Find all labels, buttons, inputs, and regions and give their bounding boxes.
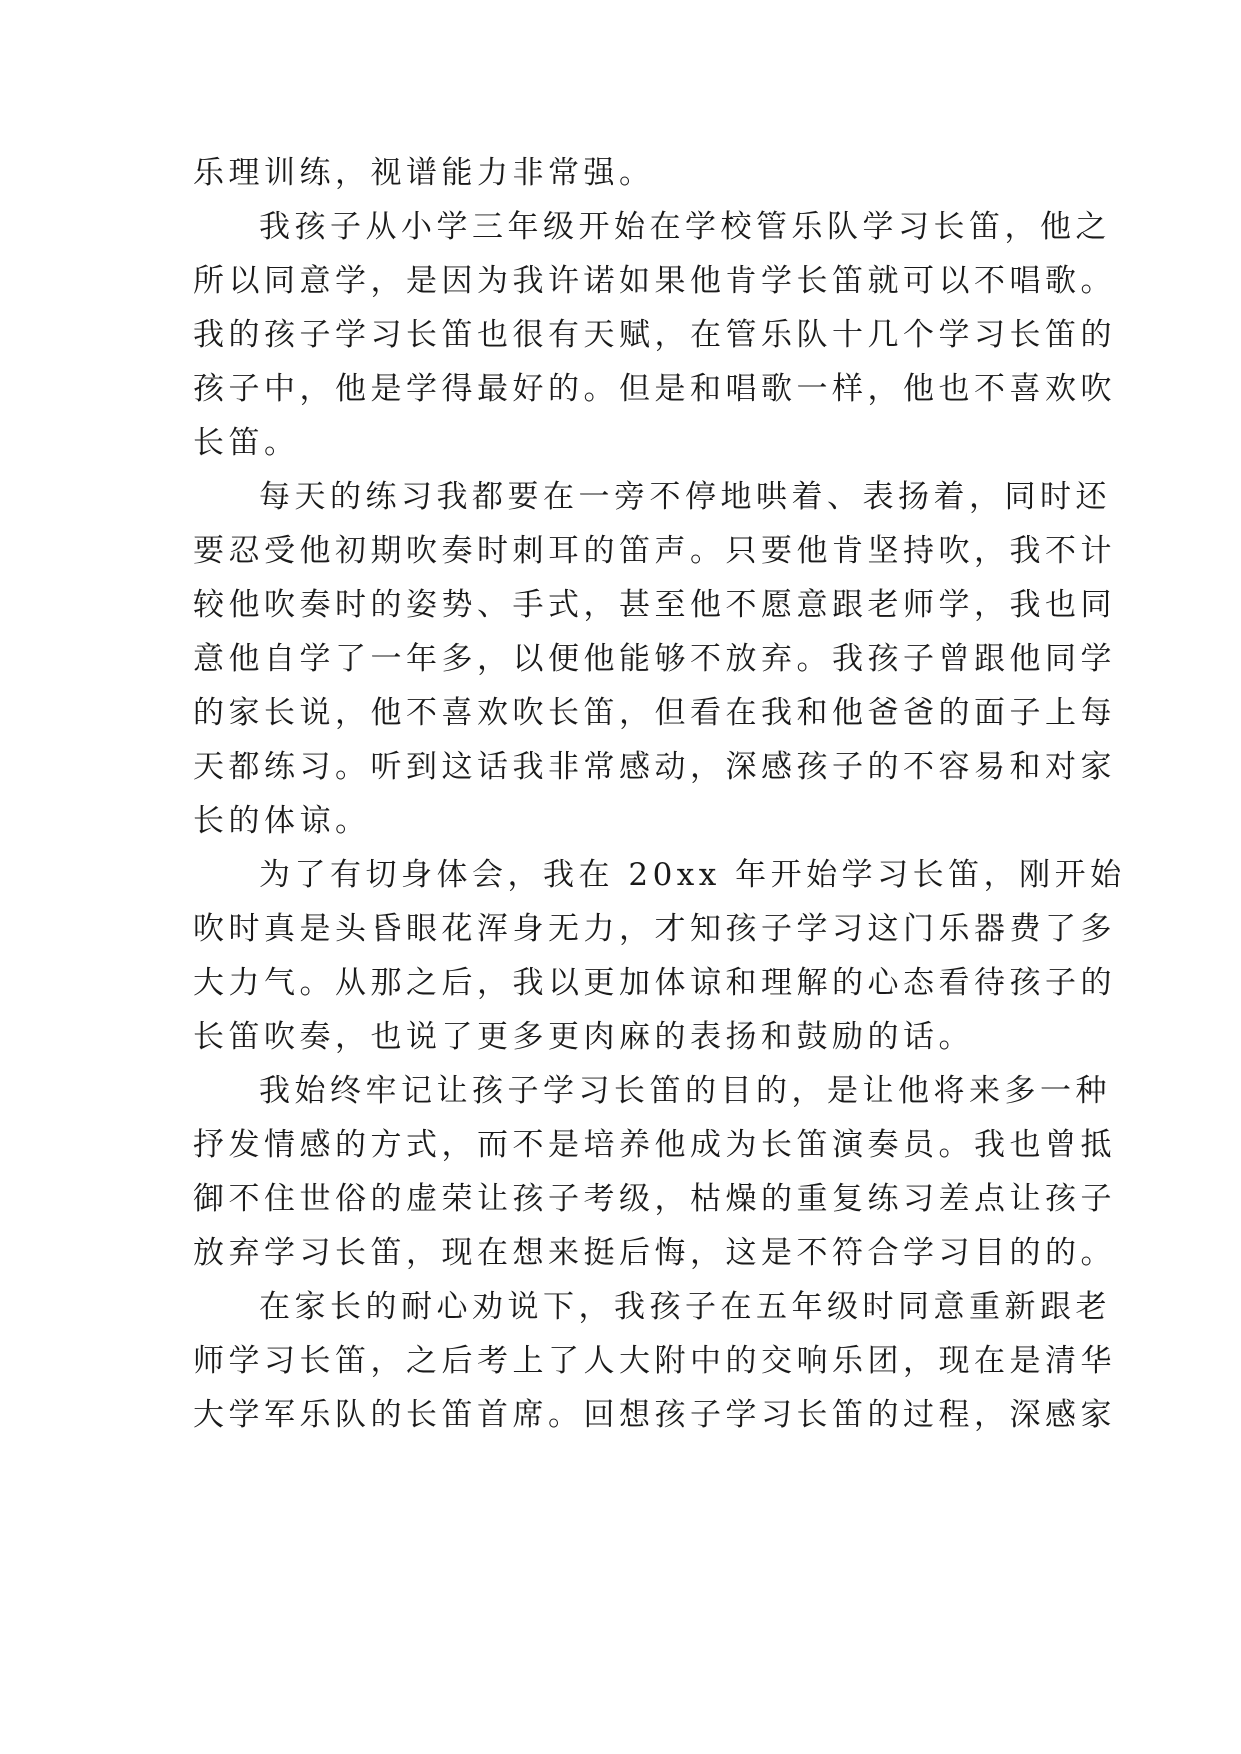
text-line: 较他吹奏时的姿势、手式，甚至他不愿意跟老师学，我也同 <box>193 587 1116 623</box>
text-line: 大学军乐队的长笛首席。回想孩子学习长笛的过程，深感家 <box>193 1397 1116 1433</box>
text-line: 御不住世俗的虚荣让孩子考级，枯燥的重复练习差点让孩子 <box>193 1181 1116 1217</box>
text-line: 意他自学了一年多，以便他能够不放弃。我孩子曾跟他同学 <box>193 641 1116 677</box>
text-line: 要忍受他初期吹奏时刺耳的笛声。只要他肯坚持吹，我不计 <box>193 533 1116 569</box>
text-line: 长的体谅。 <box>193 803 371 839</box>
paragraph-first-line: 为了有切身体会，我在 20xx 年开始学习长笛，刚开始 <box>259 857 1126 893</box>
text-line: 乐理训练，视谱能力非常强。 <box>193 155 655 191</box>
text-line: 抒发情感的方式，而不是培养他成为长笛演奏员。我也曾抵 <box>193 1127 1116 1163</box>
text-line: 长笛吹奏，也说了更多更肉麻的表扬和鼓励的话。 <box>193 1019 974 1055</box>
paragraph-first-line: 我孩子从小学三年级开始在学校管乐队学习长笛，他之 <box>259 209 1111 245</box>
text-line: 的家长说，他不喜欢吹长笛，但看在我和他爸爸的面子上每 <box>193 695 1116 731</box>
paragraph-first-line: 在家长的耐心劝说下，我孩子在五年级时同意重新跟老 <box>259 1289 1111 1325</box>
paragraph-first-line: 每天的练习我都要在一旁不停地哄着、表扬着，同时还 <box>259 479 1111 515</box>
text-line: 大力气。从那之后，我以更加体谅和理解的心态看待孩子的 <box>193 965 1116 1001</box>
text-line: 吹时真是头昏眼花浑身无力，才知孩子学习这门乐器费了多 <box>193 911 1116 947</box>
paragraph-first-line: 我始终牢记让孩子学习长笛的目的，是让他将来多一种 <box>259 1073 1111 1109</box>
text-line: 天都练习。听到这话我非常感动，深感孩子的不容易和对家 <box>193 749 1116 785</box>
text-line: 师学习长笛，之后考上了人大附中的交响乐团，现在是清华 <box>193 1343 1116 1379</box>
text-line: 孩子中，他是学得最好的。但是和唱歌一样，他也不喜欢吹 <box>193 371 1116 407</box>
text-line: 放弃学习长笛，现在想来挺后悔，这是不符合学习目的的。 <box>193 1235 1116 1271</box>
text-line: 所以同意学，是因为我许诺如果他肯学长笛就可以不唱歌。 <box>193 263 1116 299</box>
text-line: 长笛。 <box>193 425 300 461</box>
text-line: 我的孩子学习长笛也很有天赋，在管乐队十几个学习长笛的 <box>193 317 1116 353</box>
